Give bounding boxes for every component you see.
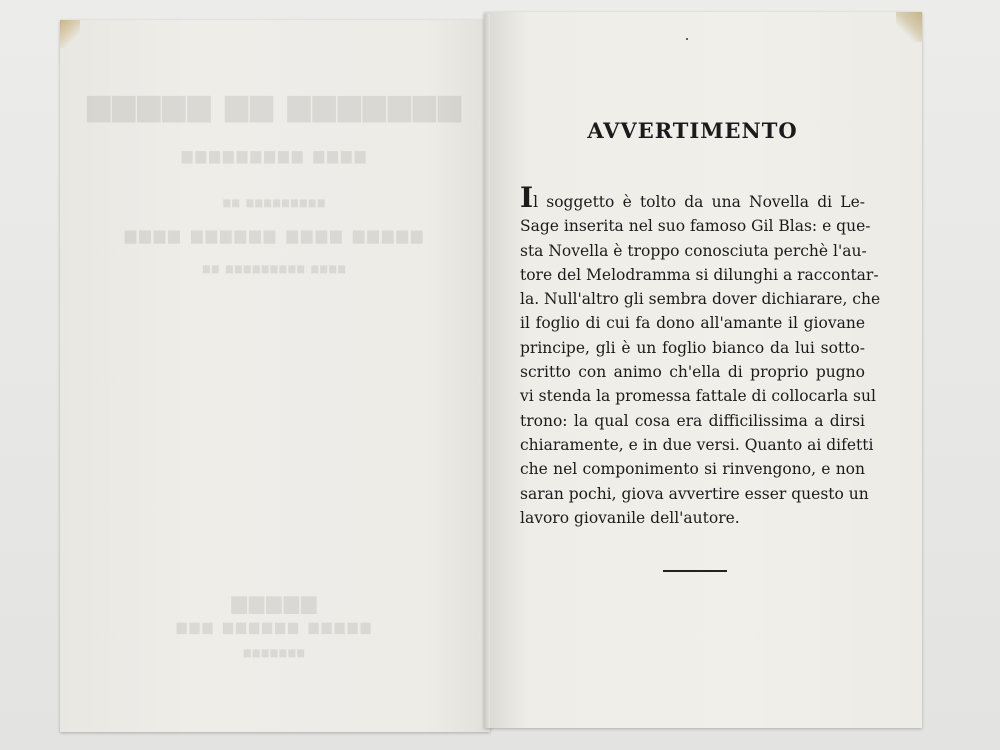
text-line: lavoro giovanile dell'autore. [520,508,740,527]
text-line: scritto con animo ch'ella di proprio pugno [520,363,865,382]
text-line: il foglio di cui fa dono all'amante il giovane [520,314,865,333]
text-line: chiaramente, e in due versi. Quanto ai difetti [520,435,874,454]
bleed-through-text: ▆▆ ▆▆▆▆▆▆▆▆▆ ▆▆▆▆ [202,264,348,274]
text-line: trono: la qual cosa era difficilissima a dirsi [520,411,865,430]
book-spine [484,14,490,728]
bleed-through-text: ▆▆ ▆▆▆▆▆▆▆▆▆ [223,198,327,208]
text-line: sta Novella è troppo conosciuta perchè l'au- [520,241,867,260]
bleed-through-text: ▆▆▆▆▆▆▆ [243,648,307,658]
text-line: Il soggetto è tolto da una Novella di Le- [520,181,865,214]
bleed-through-text: ▆▆▆▆ ▆▆▆▆▆▆ ▆▆▆▆ ▆▆▆▆▆ [124,226,426,244]
text-line: vi stenda la promessa fattale di collocarla sul [520,387,876,406]
bleed-through-text: ▆▆▆ ▆▆▆▆▆▆ ▆▆▆▆▆ [176,620,374,635]
text-line: principe, gli è un foglio bianco da lui sotto- [520,338,865,357]
bleed-through-text: ▆▆▆▆▆ [231,590,319,614]
body-paragraph [520,181,881,530]
page-corner-wear [896,12,922,42]
decorative-rule [663,570,727,572]
paper-speck [686,38,688,40]
page-heading: AVVERTIMENTO [587,118,798,143]
bleed-through-text: ▆▆▆▆▆ ▆▆ ▆▆▆▆▆▆▆ [87,88,463,123]
right-page [484,12,922,728]
drop-cap: I [520,181,534,214]
left-page [60,20,490,732]
page-corner-wear [60,20,80,48]
bleed-through-text: ▆▆▆▆▆▆▆▆▆ ▆▆▆▆ [181,148,369,164]
text-line: Sage inserita nel suo famoso Gil Blas: e que- [520,217,871,236]
text-line: tore del Melodramma si dilunghi a raccontar- [520,265,879,284]
text-line: saran pochi, giova avvertire esser questo un [520,484,869,503]
text-line: la. Null'altro gli sembra dover dichiarare, che [520,290,881,309]
text-line: che nel componimento si rinvengono, e non [520,460,865,479]
